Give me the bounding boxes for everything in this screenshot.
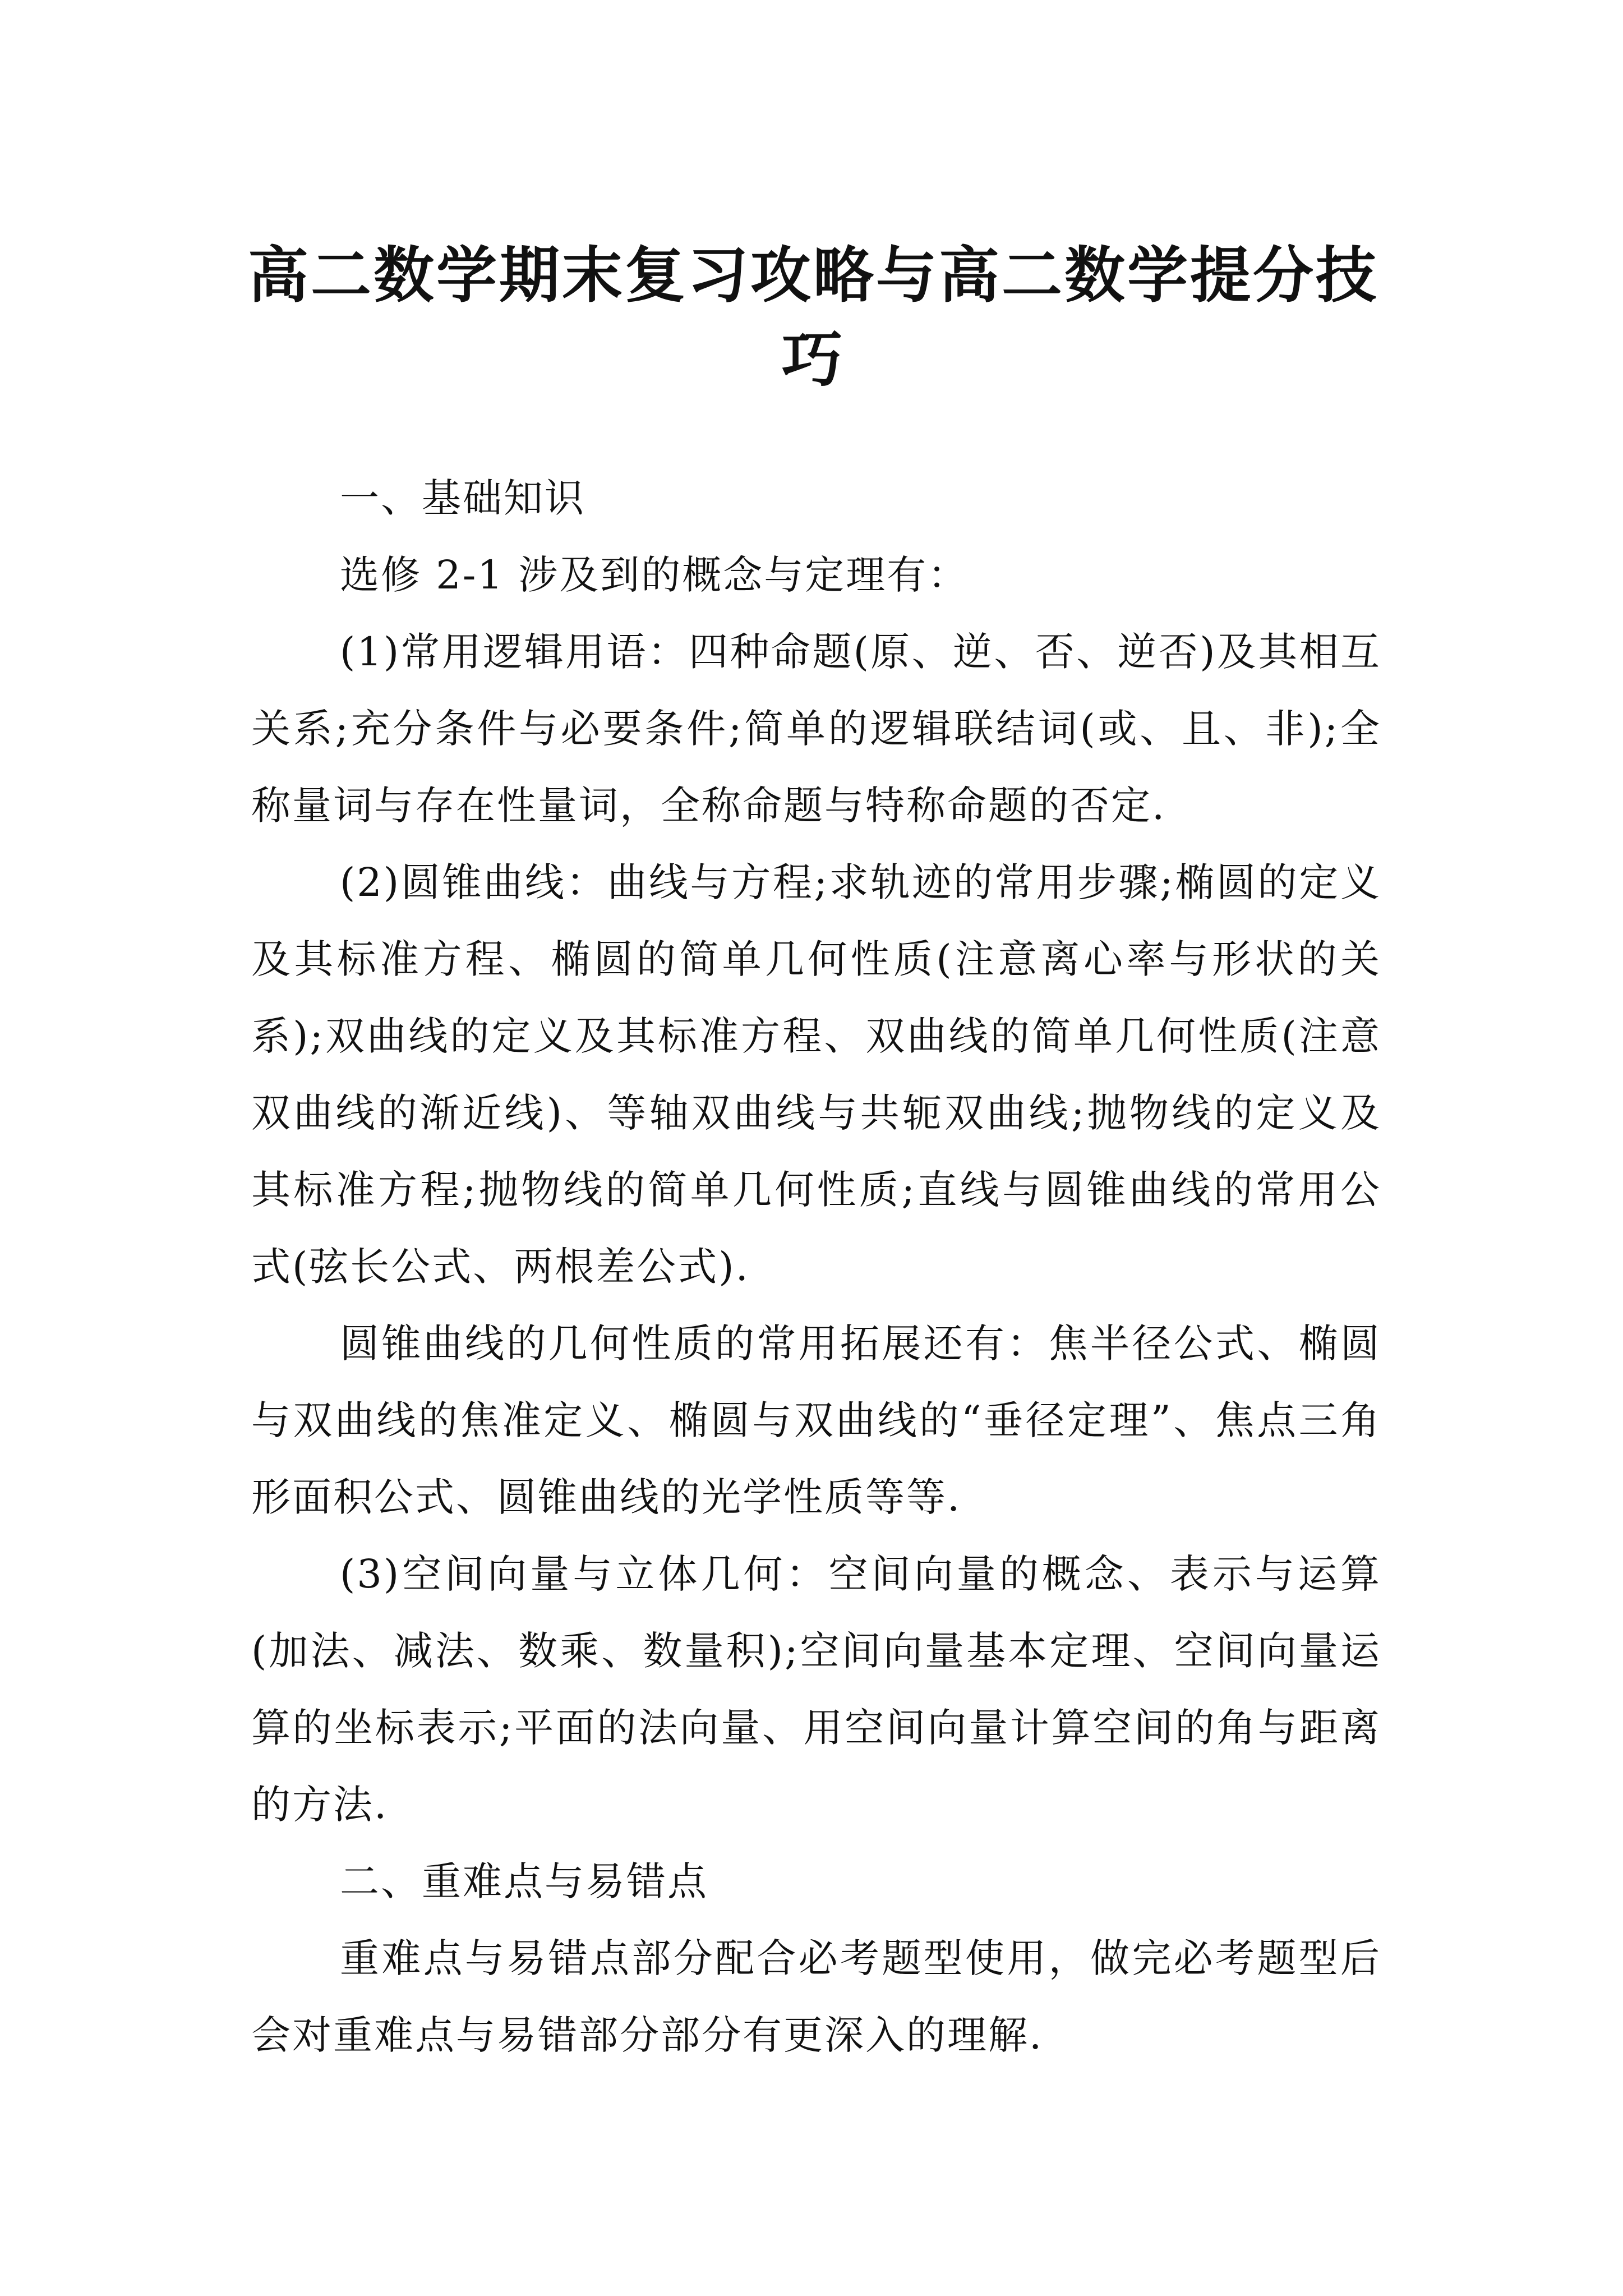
paragraph-conic-sections: (2)圆锥曲线：曲线与方程;求轨迹的常用步骤;椭圆的定义及其标准方程、椭圆的简单几何性质(注意离心率与形状的关系);双曲线的定义及其标准方程、双曲线的简单几何性质(注意双曲线的渐近线)、等轴双曲线与共轭双曲线;抛物线的定义及其标准方程;抛物线的简单几何性质;直线与圆锥曲线的常用公式(弦长公式、两根差公式).: [251, 859, 1381, 1290]
paragraph-logic-terms: (1)常用逻辑用语：四种命题(原、逆、否、逆否)及其相互关系;充分条件与必要条件;简单的逻辑联结词(或、且、非);全称量词与存在性量词，全称命题与特称命题的否定.: [251, 629, 1381, 829]
document-body: [251, 460, 1381, 2074]
document-title: [247, 234, 1380, 402]
paragraph-space-vectors: (3)空间向量与立体几何：空间向量的概念、表示与运算(加法、减法、数乘、数量积);空间向量基本定理、空间向量运算的坐标表示;平面的法向量、用空间向量计算空间的角与距离的方法.: [251, 1551, 1381, 1828]
title-line-2: 巧: [781, 325, 845, 395]
title-line-1: 高二数学期末复习攻略与高二数学提分技: [247, 241, 1378, 311]
paragraph-difficulties: 重难点与易错点部分配合必考题型使用，做完必考题型后会对重难点与易错部分部分有更深入的理解.: [251, 1935, 1381, 2058]
paragraph-intro: 选修 2-1 涉及到的概念与定理有：: [340, 552, 969, 598]
section-heading-basics: 一、基础知识: [340, 475, 585, 521]
paragraph-conic-extensions: 圆锥曲线的几何性质的常用拓展还有：焦半径公式、椭圆与双曲线的焦准定义、椭圆与双曲线的“垂径定理”、焦点三角形面积公式、圆锥曲线的光学性质等等.: [251, 1320, 1381, 1520]
section-heading-difficulties: 二、重难点与易错点: [340, 1858, 708, 1904]
